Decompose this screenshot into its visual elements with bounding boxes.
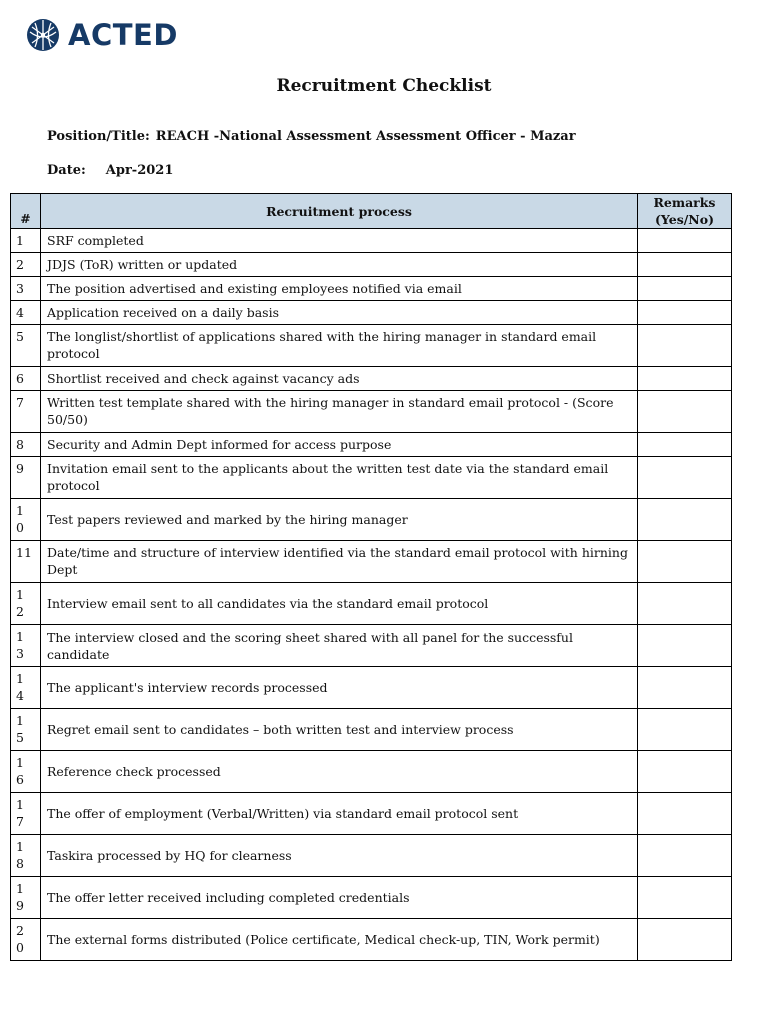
table-row: [11, 751, 732, 793]
row-number: [11, 751, 41, 793]
acted-logo: [26, 18, 178, 52]
row-number: [11, 325, 41, 367]
date-line: [47, 163, 173, 178]
row-number: [11, 541, 41, 583]
table-row: [11, 457, 732, 499]
row-number-text: 4: [16, 305, 24, 320]
row-remarks-cell[interactable]: [638, 793, 732, 835]
table-row: [11, 793, 732, 835]
row-remarks-cell[interactable]: [638, 877, 732, 919]
recruitment-checklist-table: [10, 193, 732, 961]
date-label: Date:: [47, 163, 86, 178]
acted-globe-icon: [26, 18, 60, 52]
table-row: [11, 301, 732, 325]
row-number: [11, 835, 41, 877]
row-number: [11, 625, 41, 667]
row-remarks-cell[interactable]: [638, 433, 732, 457]
row-remarks-cell[interactable]: [638, 253, 732, 277]
row-remarks-cell[interactable]: [638, 325, 732, 367]
row-number-text: 16: [16, 755, 24, 787]
table-row: [11, 277, 732, 301]
row-number: [11, 367, 41, 391]
header-remarks: Remarks (Yes/No): [638, 194, 732, 229]
row-process-text: The external forms distributed (Police certificate, Medical check-up, TIN, Work permit): [41, 919, 638, 961]
row-number-text: 11: [16, 545, 32, 560]
row-remarks-cell[interactable]: [638, 751, 732, 793]
row-number-text: 2: [16, 257, 24, 272]
row-process-text: The longlist/shortlist of applications shared with the hiring manager in standard email protocol: [41, 325, 638, 367]
row-process-text: Invitation email sent to the applicants about the written test date via the standard email protocol: [41, 457, 638, 499]
row-remarks-cell[interactable]: [638, 919, 732, 961]
row-process-text: The applicant's interview records processed: [41, 667, 638, 709]
row-process-text: Written test template shared with the hiring manager in standard email protocol - (Score 50/50): [41, 391, 638, 433]
table-row: [11, 433, 732, 457]
row-number-text: 3: [16, 281, 24, 296]
row-number-text: 14: [16, 671, 24, 703]
row-process-text: Application received on a daily basis: [41, 301, 638, 325]
row-process-text: Date/time and structure of interview identified via the standard email protocol with hirning Dept: [41, 541, 638, 583]
row-number: [11, 301, 41, 325]
row-remarks-cell[interactable]: [638, 709, 732, 751]
row-number-text: 12: [16, 587, 24, 619]
table-row: [11, 709, 732, 751]
row-number-text: 19: [16, 881, 24, 913]
row-remarks-cell[interactable]: [638, 835, 732, 877]
page-title: Recruitment Checklist: [276, 76, 492, 96]
row-number-text: 13: [16, 629, 24, 661]
row-process-text: Regret email sent to candidates – both written test and interview process: [41, 709, 638, 751]
table-row: [11, 667, 732, 709]
row-process-text: Reference check processed: [41, 751, 638, 793]
row-process-text: Interview email sent to all candidates via the standard email protocol: [41, 583, 638, 625]
row-number: [11, 919, 41, 961]
row-number: [11, 457, 41, 499]
row-number: [11, 793, 41, 835]
table-row: [11, 253, 732, 277]
table-row: [11, 877, 732, 919]
row-remarks-cell[interactable]: [638, 301, 732, 325]
row-number-text: 7: [16, 395, 24, 410]
row-process-text: JDJS (ToR) written or updated: [41, 253, 638, 277]
row-number: [11, 709, 41, 751]
row-number: [11, 667, 41, 709]
position-label: Position/Title:: [47, 129, 150, 144]
row-process-text: The offer letter received including completed credentials: [41, 877, 638, 919]
row-process-text: Test papers reviewed and marked by the hiring manager: [41, 499, 638, 541]
row-remarks-cell[interactable]: [638, 457, 732, 499]
table-row: [11, 625, 732, 667]
table-row: [11, 325, 732, 367]
row-remarks-cell[interactable]: [638, 583, 732, 625]
header-number: #: [11, 194, 41, 229]
row-number-text: 17: [16, 797, 24, 829]
row-process-text: The position advertised and existing employees notified via email: [41, 277, 638, 301]
row-remarks-cell[interactable]: [638, 229, 732, 253]
row-remarks-cell[interactable]: [638, 625, 732, 667]
row-number: [11, 253, 41, 277]
row-remarks-cell[interactable]: [638, 277, 732, 301]
row-process-text: The offer of employment (Verbal/Written) via standard email protocol sent: [41, 793, 638, 835]
header-recruitment-process: Recruitment process: [41, 194, 638, 229]
table-row: [11, 835, 732, 877]
row-number-text: 10: [16, 503, 24, 535]
table-row: [11, 499, 732, 541]
row-number: [11, 433, 41, 457]
row-process-text: The interview closed and the scoring sheet shared with all panel for the successful candidate: [41, 625, 638, 667]
row-number-text: 1: [16, 233, 24, 248]
row-process-text: Security and Admin Dept informed for access purpose: [41, 433, 638, 457]
position-value: REACH -National Assessment Assessment Officer - Mazar: [155, 129, 576, 144]
row-number: [11, 877, 41, 919]
row-remarks-cell[interactable]: [638, 391, 732, 433]
row-remarks-cell[interactable]: [638, 667, 732, 709]
row-number-text: 8: [16, 437, 24, 452]
row-process-text: SRF completed: [41, 229, 638, 253]
row-number-text: 9: [16, 461, 24, 476]
row-number-text: 15: [16, 713, 24, 745]
row-number: [11, 391, 41, 433]
row-process-text: Taskira processed by HQ for clearness: [41, 835, 638, 877]
row-number-text: 6: [16, 371, 24, 386]
table-row: [11, 367, 732, 391]
table-row: [11, 391, 732, 433]
row-number: [11, 277, 41, 301]
table-row: [11, 541, 732, 583]
row-number: [11, 499, 41, 541]
row-number: [11, 229, 41, 253]
date-value: Apr-2021: [105, 163, 174, 178]
row-process-text: Shortlist received and check against vacancy ads: [41, 367, 638, 391]
row-remarks-cell[interactable]: [638, 541, 732, 583]
row-remarks-cell[interactable]: [638, 367, 732, 391]
table-row: [11, 583, 732, 625]
table-row: [11, 919, 732, 961]
row-number-text: 18: [16, 839, 24, 871]
table-row: [11, 229, 732, 253]
row-remarks-cell[interactable]: [638, 499, 732, 541]
row-number-text: 5: [16, 329, 24, 344]
position-line: [47, 129, 576, 144]
logo-text: ACTED: [68, 18, 178, 52]
row-number-text: 20: [16, 923, 24, 955]
row-number: [11, 583, 41, 625]
